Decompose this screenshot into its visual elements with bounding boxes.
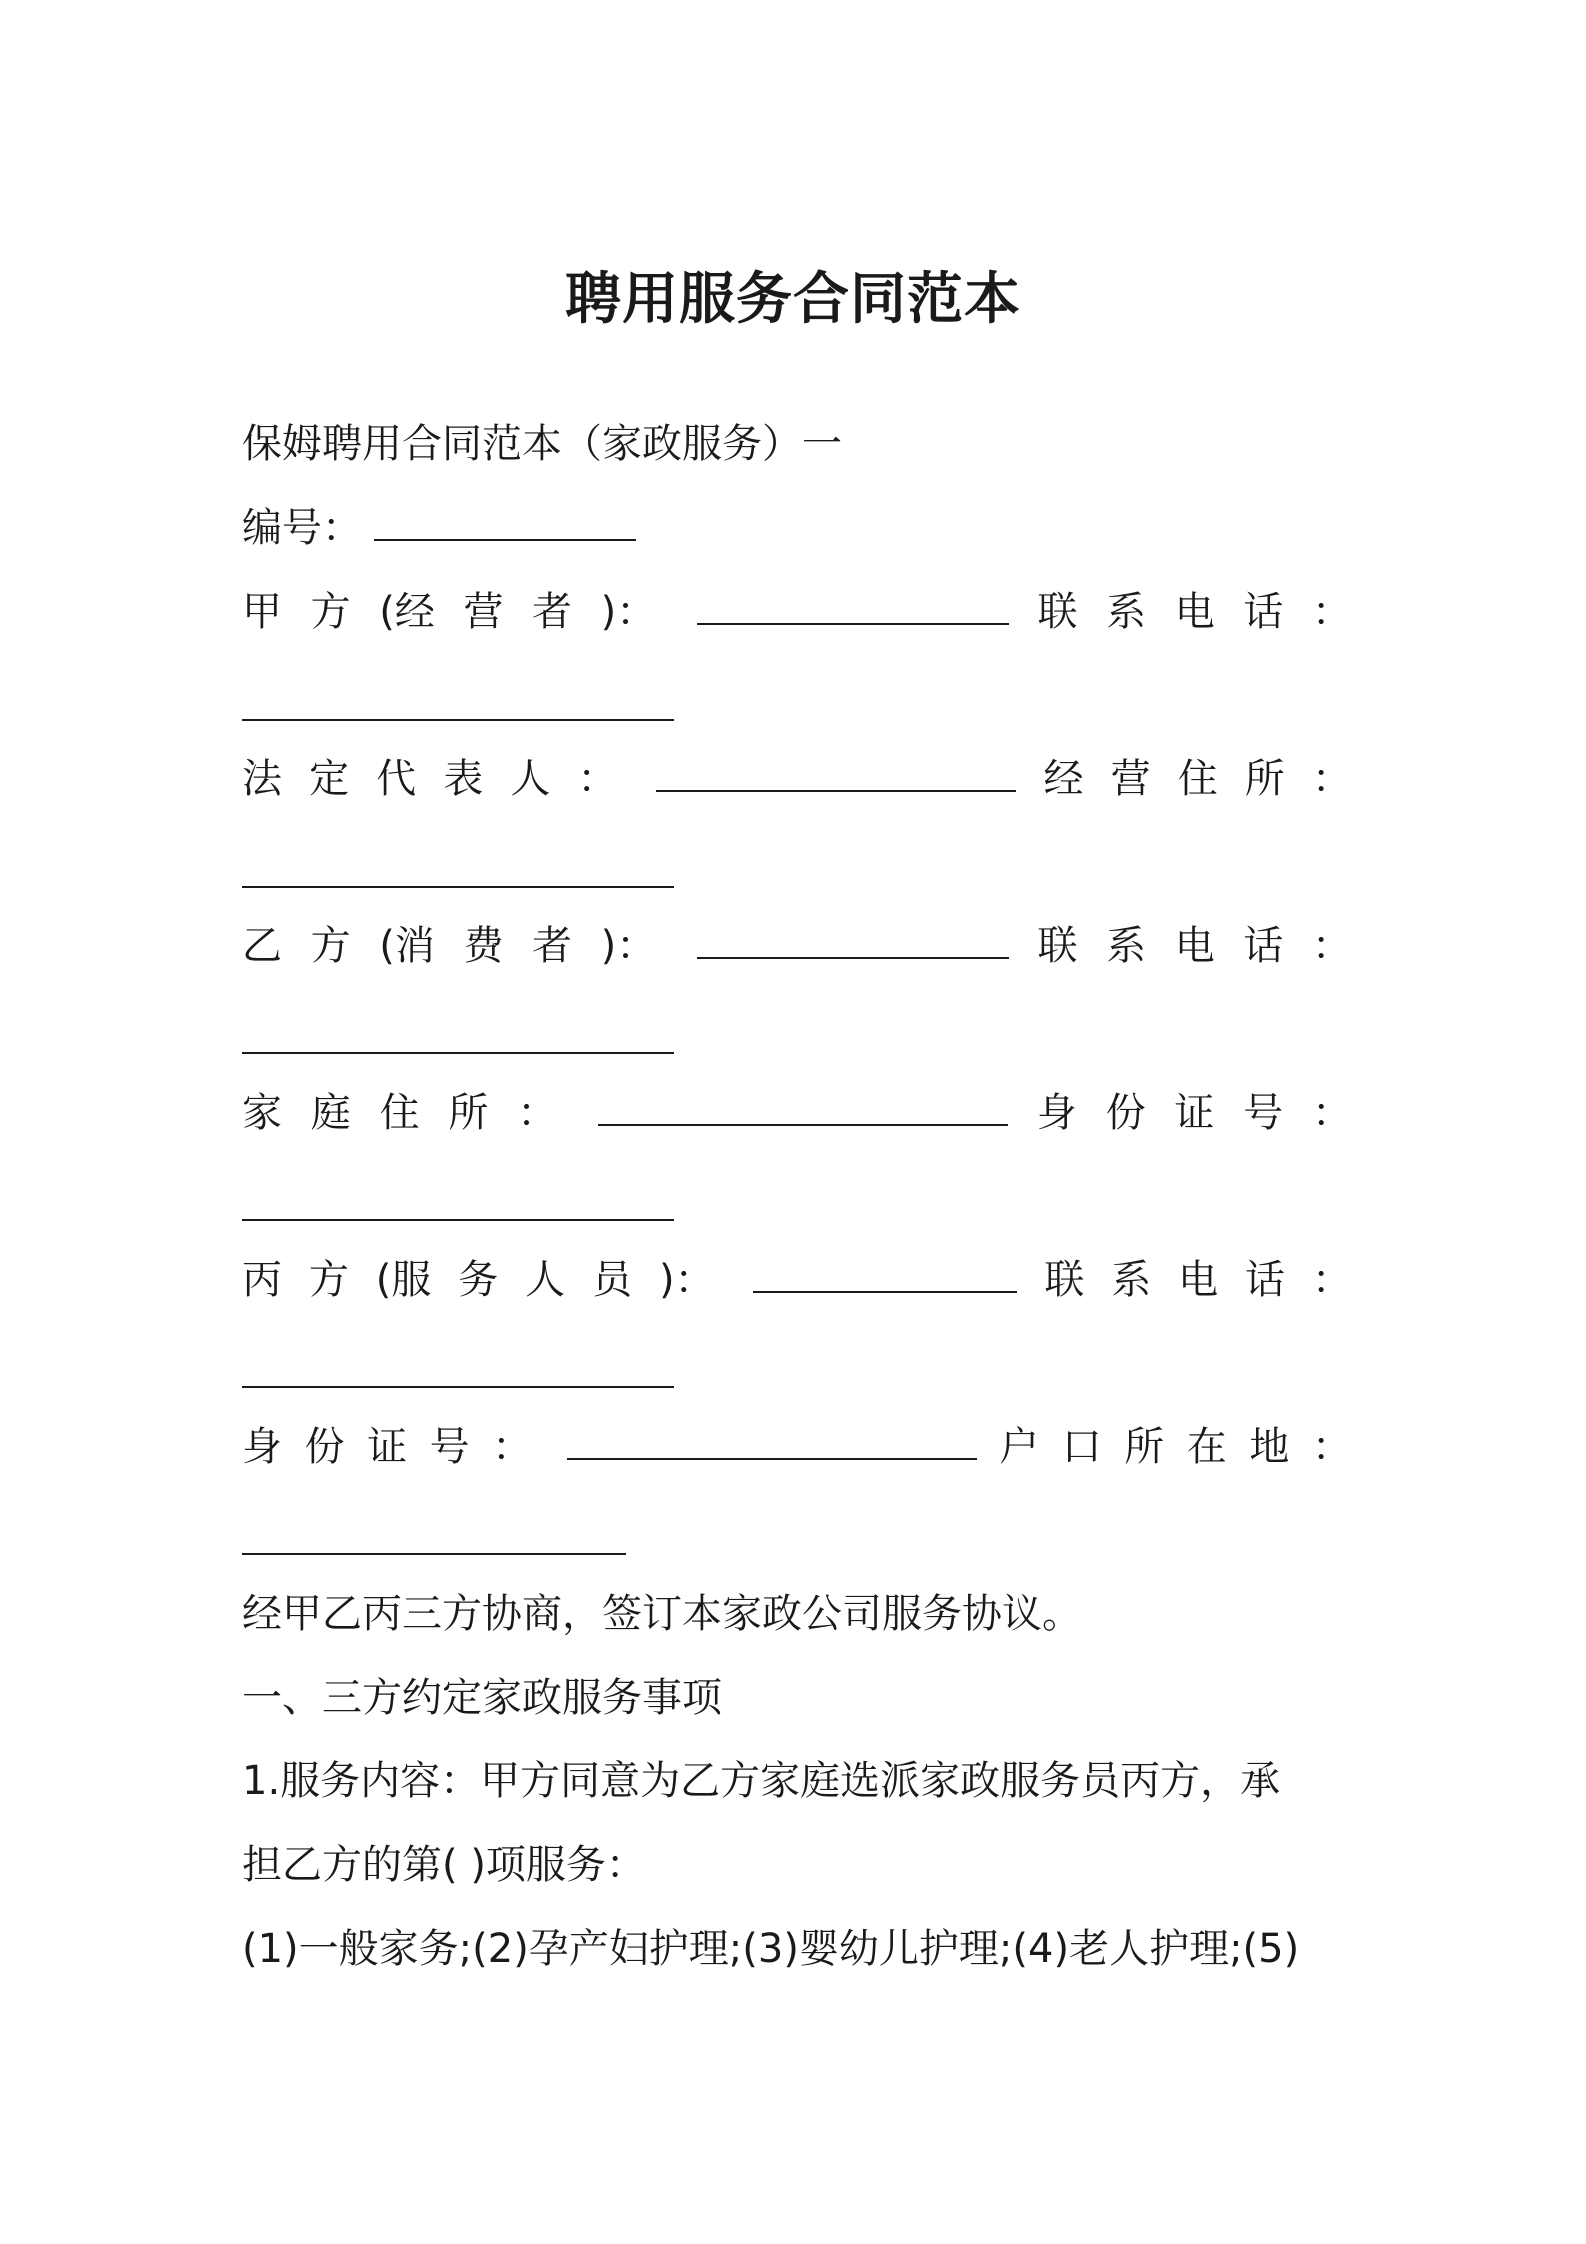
contract-number-label: 编号： xyxy=(242,505,362,551)
residence-label-2: 所 xyxy=(1124,1424,1165,1470)
legal-rep-label-1: 定 xyxy=(309,756,350,802)
residence-label-3: 在 xyxy=(1186,1424,1227,1470)
party-a-phone-label-0: 联 xyxy=(1037,589,1078,635)
party-b-label-1: 方 xyxy=(310,923,351,969)
id-number-label-4: ： xyxy=(1311,1090,1352,1136)
party-a-phone-label-3: 话 xyxy=(1243,589,1284,635)
party-c-label-0: 丙 xyxy=(242,1257,282,1303)
party-b-phone-label-4: ： xyxy=(1311,923,1352,969)
legal-rep-row xyxy=(242,751,1352,807)
party-c-label-3: 务 xyxy=(458,1257,499,1303)
party-b-phone-label-2: 电 xyxy=(1174,923,1215,969)
party-c-row xyxy=(242,1252,1352,1308)
party-c-id-label-0: 身 xyxy=(242,1424,282,1470)
id-number-label-0: 身 xyxy=(1036,1090,1077,1136)
subtitle: 保姆聘用合同范本（家政服务）一 xyxy=(242,421,842,467)
home-address-row xyxy=(242,1085,1352,1141)
party-c-id-label-3: 号 xyxy=(429,1424,470,1470)
party-a-label-5: )： xyxy=(600,589,657,635)
contract-number-row xyxy=(242,500,1352,556)
party-c-phone-label-4: ： xyxy=(1311,1257,1352,1303)
business-address-label-0: 经 xyxy=(1043,756,1084,802)
clause-1-line-2: 担乙方的第( )项服务： xyxy=(242,1842,646,1888)
party-c-id-label-2: 证 xyxy=(367,1424,408,1470)
document-title: 聘用服务合同范本 xyxy=(565,267,1021,332)
party-a-name-blank[interactable] xyxy=(697,593,1009,625)
agreement-text: 经甲乙丙三方协商，签订本家政公司服务协议。 xyxy=(242,1591,1082,1637)
party-c-label-2: (服 xyxy=(375,1257,432,1303)
legal-rep-blank[interactable] xyxy=(656,760,1016,792)
party-a-phone-label-2: 电 xyxy=(1174,589,1215,635)
party-c-label-4: 人 xyxy=(525,1257,566,1303)
clause-1-line-1: 1.服务内容：甲方同意为乙方家庭选派家政服务员丙方，承 xyxy=(242,1758,1281,1804)
residence-blank[interactable] xyxy=(242,1553,626,1555)
residence-label-0: 户 xyxy=(999,1424,1040,1470)
party-c-label-5: 员 xyxy=(592,1257,633,1303)
legal-rep-label-3: 表 xyxy=(443,756,484,802)
home-address-label-2: 住 xyxy=(379,1090,420,1136)
party-c-name-blank[interactable] xyxy=(753,1261,1017,1293)
business-address-label-2: 住 xyxy=(1177,756,1218,802)
party-c-label-1: 方 xyxy=(308,1257,349,1303)
id-number-label-1: 份 xyxy=(1105,1090,1146,1136)
party-b-label-0: 乙 xyxy=(242,923,282,969)
id-number-label-2: 证 xyxy=(1174,1090,1215,1136)
legal-rep-label-2: 代 xyxy=(376,756,417,802)
party-b-label-2: (消 xyxy=(379,923,435,969)
legal-rep-label-4: 人 xyxy=(510,756,551,802)
party-b-label-3: 费 xyxy=(463,923,504,969)
party-a-phone-label-4: ： xyxy=(1311,589,1352,635)
business-address-label-4: ： xyxy=(1311,756,1352,802)
party-b-phone-label-1: 系 xyxy=(1106,923,1147,969)
party-c-phone-blank[interactable] xyxy=(242,1386,674,1388)
party-a-label-4: 者 xyxy=(532,589,573,635)
party-a-label-1: 方 xyxy=(310,589,351,635)
party-a-label-2: (经 xyxy=(379,589,435,635)
party-a-label-3: 营 xyxy=(463,589,504,635)
home-address-blank[interactable] xyxy=(598,1094,1008,1126)
party-b-row xyxy=(242,918,1352,974)
party-b-label-4: 者 xyxy=(532,923,573,969)
id-number-label-3: 号 xyxy=(1243,1090,1284,1136)
party-c-id-blank[interactable] xyxy=(567,1428,977,1460)
party-a-label-0: 甲 xyxy=(242,589,282,635)
party-b-label-5: )： xyxy=(600,923,657,969)
party-a-phone-blank[interactable] xyxy=(242,719,674,721)
party-c-id-label-1: 份 xyxy=(304,1424,345,1470)
party-b-phone-label-3: 话 xyxy=(1243,923,1284,969)
party-c-phone-label-2: 电 xyxy=(1178,1257,1219,1303)
party-c-phone-label-0: 联 xyxy=(1044,1257,1085,1303)
residence-label-5: ： xyxy=(1311,1424,1352,1470)
party-a-phone-label-1: 系 xyxy=(1106,589,1147,635)
residence-label-4: 地 xyxy=(1249,1424,1290,1470)
party-a-row xyxy=(242,584,1352,640)
legal-rep-label-0: 法 xyxy=(242,756,282,802)
business-address-label-1: 营 xyxy=(1110,756,1151,802)
party-b-name-blank[interactable] xyxy=(697,927,1009,959)
party-c-phone-label-1: 系 xyxy=(1111,1257,1152,1303)
party-c-phone-label-3: 话 xyxy=(1245,1257,1286,1303)
party-c-id-label-4: ： xyxy=(492,1424,533,1470)
business-address-label-3: 所 xyxy=(1244,756,1285,802)
clause-1-line-3: (1)一般家务;(2)孕产妇护理;(3)婴幼儿护理;(4)老人护理;(5) xyxy=(242,1926,1300,1972)
home-address-label-1: 庭 xyxy=(310,1090,351,1136)
party-b-phone-label-0: 联 xyxy=(1037,923,1078,969)
party-b-phone-blank[interactable] xyxy=(242,1052,674,1054)
home-address-label-0: 家 xyxy=(242,1090,282,1136)
business-address-blank[interactable] xyxy=(242,886,674,888)
home-address-label-4: ： xyxy=(517,1090,558,1136)
contract-number-blank[interactable] xyxy=(374,509,636,541)
residence-label-1: 口 xyxy=(1061,1424,1102,1470)
section-1-heading: 一、三方约定家政服务事项 xyxy=(242,1675,722,1721)
home-address-label-3: 所 xyxy=(448,1090,489,1136)
party-c-label-6: )： xyxy=(658,1257,715,1303)
party-b-id-blank[interactable] xyxy=(242,1219,674,1221)
party-c-id-row xyxy=(242,1419,1352,1475)
legal-rep-label-5: ： xyxy=(577,756,618,802)
